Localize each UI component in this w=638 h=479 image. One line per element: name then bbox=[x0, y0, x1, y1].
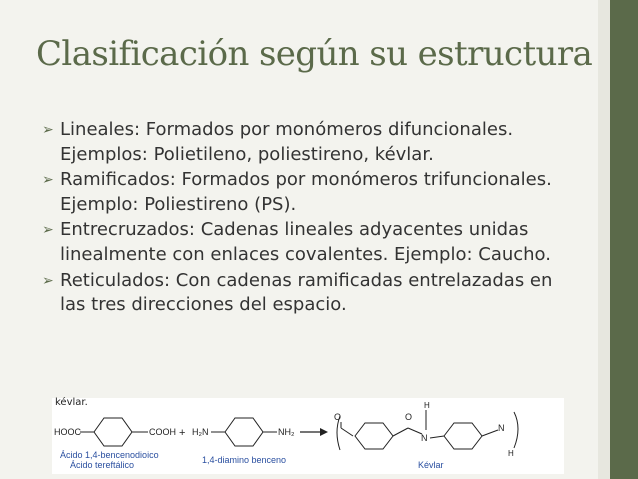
benzene-ring-acid bbox=[94, 418, 132, 446]
h2n-label: H₂N bbox=[192, 427, 209, 437]
label-kevlar: Kévlar bbox=[418, 460, 444, 470]
reaction-diagram bbox=[52, 398, 564, 474]
label-acid-line2: Ácido tereftálico bbox=[70, 460, 135, 470]
label-acid-line1: Ácido 1,4-bencenodioico bbox=[60, 450, 159, 460]
label-diamine: 1,4-diamino benceno bbox=[202, 455, 287, 465]
bond-line bbox=[430, 436, 444, 438]
bullet-text: Reticulados: Con cadenas ramificadas entrelazadas en las tres direcciones del espacio. bbox=[60, 269, 553, 316]
bullet-text: Lineales: Formados por monómeros difuncionales. Ejemplos: Polietileno, poliestireno, kévlar. bbox=[60, 119, 514, 165]
side-bar-light bbox=[598, 0, 610, 479]
atom-h-top: H bbox=[424, 401, 430, 410]
benzene-ring-kevlar-1 bbox=[355, 423, 393, 449]
plus-sign: + bbox=[179, 427, 186, 439]
image-heading: kévlar. bbox=[55, 397, 88, 408]
bullet-ramificados bbox=[42, 168, 582, 217]
bullet-reticulados bbox=[42, 269, 582, 318]
arrow-bullet-icon: ➢ bbox=[42, 172, 54, 189]
bond-line bbox=[482, 430, 498, 436]
bullet-text: Entrecruzados: Cadenas lineales adyacentes unidas linealmente con enlaces covalentes. Ejemplo: Caucho. bbox=[60, 219, 551, 265]
slide-title: Clasificación según su estructura bbox=[36, 34, 593, 74]
benzene-ring-kevlar-2 bbox=[444, 423, 482, 449]
arrow-bullet-icon: ➢ bbox=[42, 222, 54, 239]
reaction-arrowhead-icon bbox=[320, 428, 328, 436]
arrow-bullet-icon: ➢ bbox=[42, 272, 54, 289]
atom-o-right: O bbox=[405, 412, 413, 422]
atom-n-right: N bbox=[498, 423, 505, 433]
bracket-right bbox=[514, 412, 518, 448]
atom-n-left: N bbox=[421, 433, 428, 443]
bond-line bbox=[393, 428, 408, 436]
kevlar-reaction-image bbox=[52, 398, 564, 474]
bond-line bbox=[341, 428, 353, 436]
benzene-ring-diamine bbox=[225, 418, 263, 446]
side-bar-accent bbox=[610, 0, 638, 479]
bullet-lineales bbox=[42, 118, 582, 167]
atom-o-left: O bbox=[334, 412, 342, 422]
atom-h-bottom: H bbox=[508, 449, 514, 458]
bullet-text: Ramificados: Formados por monómeros trifuncionales. Ejemplo: Poliestireno (PS). bbox=[60, 169, 552, 215]
bond-line bbox=[408, 428, 422, 434]
bullet-list bbox=[42, 118, 582, 319]
nh2-label: NH₂ bbox=[278, 427, 295, 437]
bullet-entrecruzados bbox=[42, 218, 582, 267]
hooc-label: HOOC bbox=[54, 427, 81, 437]
cooh-label: COOH bbox=[149, 427, 176, 437]
arrow-bullet-icon: ➢ bbox=[42, 122, 54, 138]
